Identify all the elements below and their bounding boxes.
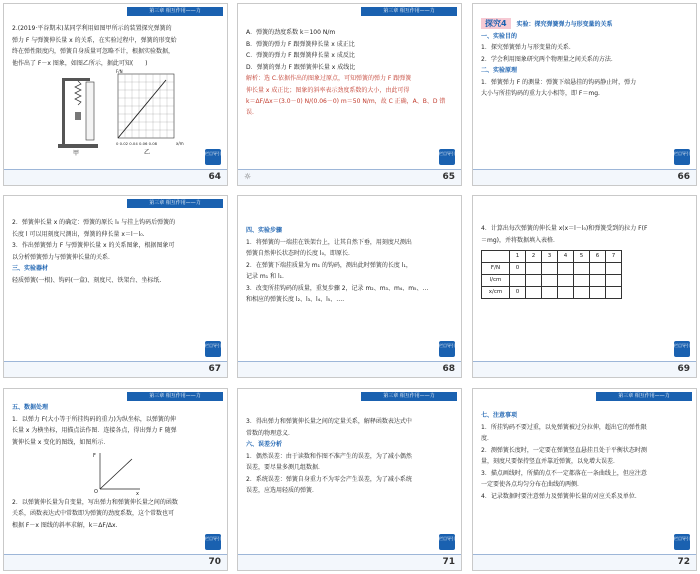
- page-number: 64: [208, 172, 221, 182]
- chapter-header: 第三章 相互作用——力: [361, 392, 457, 401]
- page-number: 69: [677, 364, 690, 374]
- graph-y-axis-label: F: [93, 453, 96, 459]
- body-line: 2．在弹簧下端挂质量为 m₁ 的钩码，测出此时弹簧的长度 l₁，: [246, 261, 412, 269]
- slide-body: [12, 218, 219, 287]
- chapter-header: 第三章 相互作用——力: [127, 199, 223, 208]
- body-line: 2．弹簧伸长量 x 的确定：弹簧的原长 l₀ 与挂上钩码后弹簧的: [12, 219, 176, 226]
- slide-body: [246, 417, 453, 498]
- slide-66[interactable]: [472, 3, 697, 186]
- option-a: A．弹簧的劲度系数 k＝100 N/m: [246, 29, 336, 36]
- table-cell: [590, 263, 606, 275]
- body-line: 1．所挂钩码不要过重，以免弹簧被过分拉伸，超出它的弹性限: [481, 423, 647, 431]
- table-cell: 0: [510, 263, 526, 275]
- option-d: D．弹簧的弹力 F 跟弹簧伸长量 x 成线比: [246, 63, 356, 71]
- slide-body: [246, 226, 453, 307]
- table-cell: 3: [542, 251, 558, 263]
- back-button[interactable]: 栏目导引: [439, 534, 455, 550]
- table-cell: 6: [590, 251, 606, 263]
- section-heading: 五、数据处理: [12, 404, 49, 411]
- table-cell: [606, 275, 622, 287]
- slide-64[interactable]: [3, 3, 228, 186]
- slide-68[interactable]: [237, 195, 462, 378]
- body-line: 2．系统误差：弹簧自身重力不为零会产生误差，为了减小系统: [246, 475, 412, 483]
- section-item: 1．探究弹簧弹力与形变量的关系．: [481, 44, 575, 51]
- slide-body: [481, 18, 688, 101]
- back-button[interactable]: 栏目导引: [205, 534, 221, 550]
- body-line: 长量 x 为横坐标，用描点法作图．连接各点，得出弹力 F 随弹: [12, 427, 177, 434]
- body-line: 常数的物理意义．: [246, 429, 295, 437]
- data-table: [481, 250, 622, 299]
- body-line: 长度 l 可以用刻度尺测出，弹簧的伸长量 x＝l－l₀.: [12, 230, 145, 238]
- table-cell: [558, 287, 574, 299]
- body-line: 3．作出弹簧弹力 F 与弹簧伸长量 x 的关系图象，根据图象可: [12, 242, 175, 249]
- body-line: 以分析弹簧弹力与弹簧伸长量的关系．: [12, 253, 115, 261]
- chapter-header: 第三章 相互作用——力: [127, 392, 223, 401]
- slide-65[interactable]: [237, 3, 462, 186]
- body-line: 记录 m₁ 和 l₁.: [246, 273, 284, 280]
- back-button[interactable]: 栏目导引: [439, 149, 455, 165]
- table-cell: [574, 275, 590, 287]
- graph-x-label: x/m: [176, 141, 184, 146]
- body-line: 3．改变所挂钩码的质量，重复步骤 2，记录 m₂、m₃、m₄、m₅、…: [246, 284, 429, 292]
- option-b: B．弹簧的弹力 F 跟弹簧伸长量 x 成正比: [246, 40, 355, 48]
- graph-x-ticks: 0 0.02 0.04 0.06 0.08: [116, 141, 158, 146]
- slide-footer: [4, 169, 227, 185]
- body-line: 关系，函数表达式中常数即为弹簧的劲度系数，这个常数也可: [12, 510, 175, 517]
- table-cell: 4: [558, 251, 574, 263]
- figure-label-yi: 乙: [144, 149, 151, 156]
- body-line: 3．描点画线时，所描的点不一定都落在一条曲线上，但应注意: [481, 469, 647, 477]
- table-cell: [526, 275, 542, 287]
- body-line: 2．测弹簧长度时，一定要在弹簧竖直悬挂且处于平衡状态时测: [481, 446, 647, 454]
- table-cell: [542, 287, 558, 299]
- body-line: 4．记录数据时要注意弹力及弹簧伸长量的对应关系及单位．: [481, 492, 641, 500]
- table-cell: [526, 263, 542, 275]
- page-number: 66: [677, 172, 690, 182]
- table-cell: l/cm: [482, 275, 510, 287]
- back-button[interactable]: 栏目导引: [674, 149, 690, 165]
- slide-footer: [238, 169, 461, 185]
- body-line: 1．以弹力 F(大小等于所挂钩码的重力)为纵坐标，以弹簧的伸: [12, 415, 176, 423]
- table-cell: 0: [510, 287, 526, 299]
- slide-72[interactable]: [472, 388, 697, 571]
- slide-67[interactable]: [3, 195, 228, 378]
- table-cell: [590, 275, 606, 287]
- question-line: 他作出了 F－x 图象，如图乙所示，据此可知( ): [12, 59, 148, 67]
- body-line: 根据 F－x 图线的斜率求解，k＝ΔF/Δx.: [12, 521, 118, 529]
- fx-graph: [92, 451, 142, 497]
- section-item: 2．学会利用图象研究两个物理量之间关系的方法．: [481, 55, 617, 63]
- slide-footer: [4, 554, 227, 570]
- option-c: C．弹簧的弹力 F 跟弹簧伸长量 x 成反比: [246, 52, 355, 59]
- body-line: 一定要使各点均匀分布在曲线的两侧．: [481, 481, 584, 488]
- table-cell: [542, 263, 558, 275]
- section-title: [481, 18, 688, 31]
- body-line: 量，刻度尺要保持竖直并靠近弹簧，以免增大误差．: [481, 458, 620, 465]
- slide-70[interactable]: [3, 388, 228, 571]
- body-line: 误差，要尽量多测几组数据．: [246, 464, 325, 471]
- body-line: 轻质弹簧(一根)、钩码(一盒)、刻度尺、铁架台、坐标纸.: [12, 276, 162, 284]
- section-heading: 三、实验器材: [12, 265, 49, 272]
- slide-body: [12, 403, 219, 532]
- slide-69[interactable]: [472, 195, 697, 378]
- table-cell: F/N: [482, 263, 510, 275]
- slide-body: [481, 411, 688, 503]
- question-line: 2.(2019·平谷期末)某同学利用如图甲所示的装置探究弹簧的: [12, 25, 172, 32]
- table-cell: [590, 287, 606, 299]
- page-number: 72: [677, 557, 690, 567]
- page-number: 70: [208, 557, 221, 567]
- table-row: [482, 287, 622, 299]
- table-cell: [606, 263, 622, 275]
- chapter-header: 第三章 相互作用——力: [127, 7, 223, 16]
- question-line: 弹力 F 与弹簧伸长量 x 的关系，在实验过程中，弹簧的形变始: [12, 36, 177, 44]
- body-line: 和相应的弹簧长度 l₂、l₃、l₄、l₅、….: [246, 296, 345, 303]
- table-row: [482, 263, 622, 275]
- slide-body: [246, 28, 453, 119]
- section-heading: 四、实验步骤: [246, 227, 283, 234]
- back-button[interactable]: 栏目导引: [674, 534, 690, 550]
- chapter-header: 第三章 相互作用——力: [361, 7, 457, 16]
- graph-origin-label: O: [94, 489, 98, 495]
- table-cell: [482, 251, 510, 263]
- table-cell: 2: [526, 251, 542, 263]
- table-cell: [574, 287, 590, 299]
- body-line: 3．得出弹力和弹簧伸长量之间的定量关系，解释函数表达式中: [246, 418, 412, 425]
- body-line: 2．以弹簧伸长量为自变量，写出弹力和弹簧伸长量之间的函数: [12, 498, 178, 506]
- body-line: 1．偶然误差：由于读数和作图不准产生的误差，为了减小偶然: [246, 452, 412, 460]
- slide-footer: [473, 361, 696, 377]
- experiment-figure: [44, 68, 194, 158]
- slide-footer: [473, 554, 696, 570]
- title-text: 实验：探究弹簧弹力与形变量的关系: [516, 21, 613, 28]
- footer-symbol: ☼: [244, 172, 252, 181]
- question-line: 终在弹性限度内，弹簧自身质量可忽略不计，根据实验数据，: [12, 48, 175, 55]
- table-cell: 1: [510, 251, 526, 263]
- page-number: 68: [442, 364, 455, 374]
- page-number: 67: [208, 364, 221, 374]
- body-line: 4．计算出每次弹簧的伸长量 x(x＝l－l₀)和弹簧受到的拉力 F(F: [481, 225, 648, 232]
- section-heading: 七、注意事项: [481, 412, 518, 419]
- slide-body: [481, 224, 688, 299]
- table-cell: x/cm: [482, 287, 510, 299]
- section-heading: 二、实验原理: [481, 67, 518, 74]
- analysis-formula: k＝ΔF/Δx＝(3.0－0) N/(0.06－0) m＝50 N/m，故 C 正确，A、B、D 错误.: [246, 98, 446, 116]
- table-cell: [606, 287, 622, 299]
- slide-71[interactable]: [237, 388, 462, 571]
- table-cell: [558, 263, 574, 275]
- chapter-header: 第三章 相互作用——力: [596, 392, 692, 401]
- slide-footer: [4, 361, 227, 377]
- title-tag: 探究4: [481, 18, 511, 29]
- table-cell: 7: [606, 251, 622, 263]
- slide-body: [12, 24, 219, 70]
- back-button[interactable]: 栏目导引: [205, 341, 221, 357]
- slide-footer: [238, 554, 461, 570]
- body-line: 簧伸长量 x 变化的图线，如图所示．: [12, 438, 110, 446]
- table-cell: [542, 275, 558, 287]
- analysis-line: 伸长量 x 成正比；图象的斜率表示劲度系数的大小，由此可得: [246, 86, 410, 94]
- back-button[interactable]: 栏目导引: [439, 341, 455, 357]
- table-row: [482, 275, 622, 287]
- page-number: 71: [442, 557, 455, 567]
- table-header-row: [482, 251, 622, 263]
- table-cell: [574, 263, 590, 275]
- back-button[interactable]: 栏目导引: [205, 149, 221, 165]
- page-number: 65: [442, 172, 455, 182]
- body-line: 弹簧自然伸长状态时的长度 l₀，即原长．: [246, 250, 354, 257]
- section-item: 1．弹簧弹力 F 的测量：弹簧下端悬挂的钩码静止时，弹力: [481, 78, 637, 86]
- figure-label-jia: 甲: [73, 150, 80, 157]
- table-cell: [526, 287, 542, 299]
- graph-y-label: F/N: [116, 69, 123, 74]
- body-line: 度．: [481, 435, 494, 442]
- table-cell: 5: [574, 251, 590, 263]
- slide-footer: [238, 361, 461, 377]
- analysis-line: 解析：选 C.依据作出的图象过原点，可知弹簧的弹力 F 跟弹簧: [246, 75, 412, 82]
- body-line: 误差，应选用轻质的弹簧．: [246, 487, 319, 494]
- body-line: ＝mg)，并将数据填入表格．: [481, 236, 559, 244]
- back-button[interactable]: 栏目导引: [674, 341, 690, 357]
- graph-x-axis-label: x: [136, 491, 139, 497]
- section-heading: 一、实验目的: [481, 32, 518, 40]
- slide-footer: [473, 169, 696, 185]
- table-cell: [558, 275, 574, 287]
- section-heading: 六、误差分析: [246, 441, 283, 448]
- table-cell: [510, 275, 526, 287]
- body-line: 1．将弹簧的一端挂在铁架台上，让其自然下垂，用刻度尺测出: [246, 238, 412, 246]
- section-item: 大小与所挂钩码的重力大小相等，即 F＝mg.: [481, 90, 600, 97]
